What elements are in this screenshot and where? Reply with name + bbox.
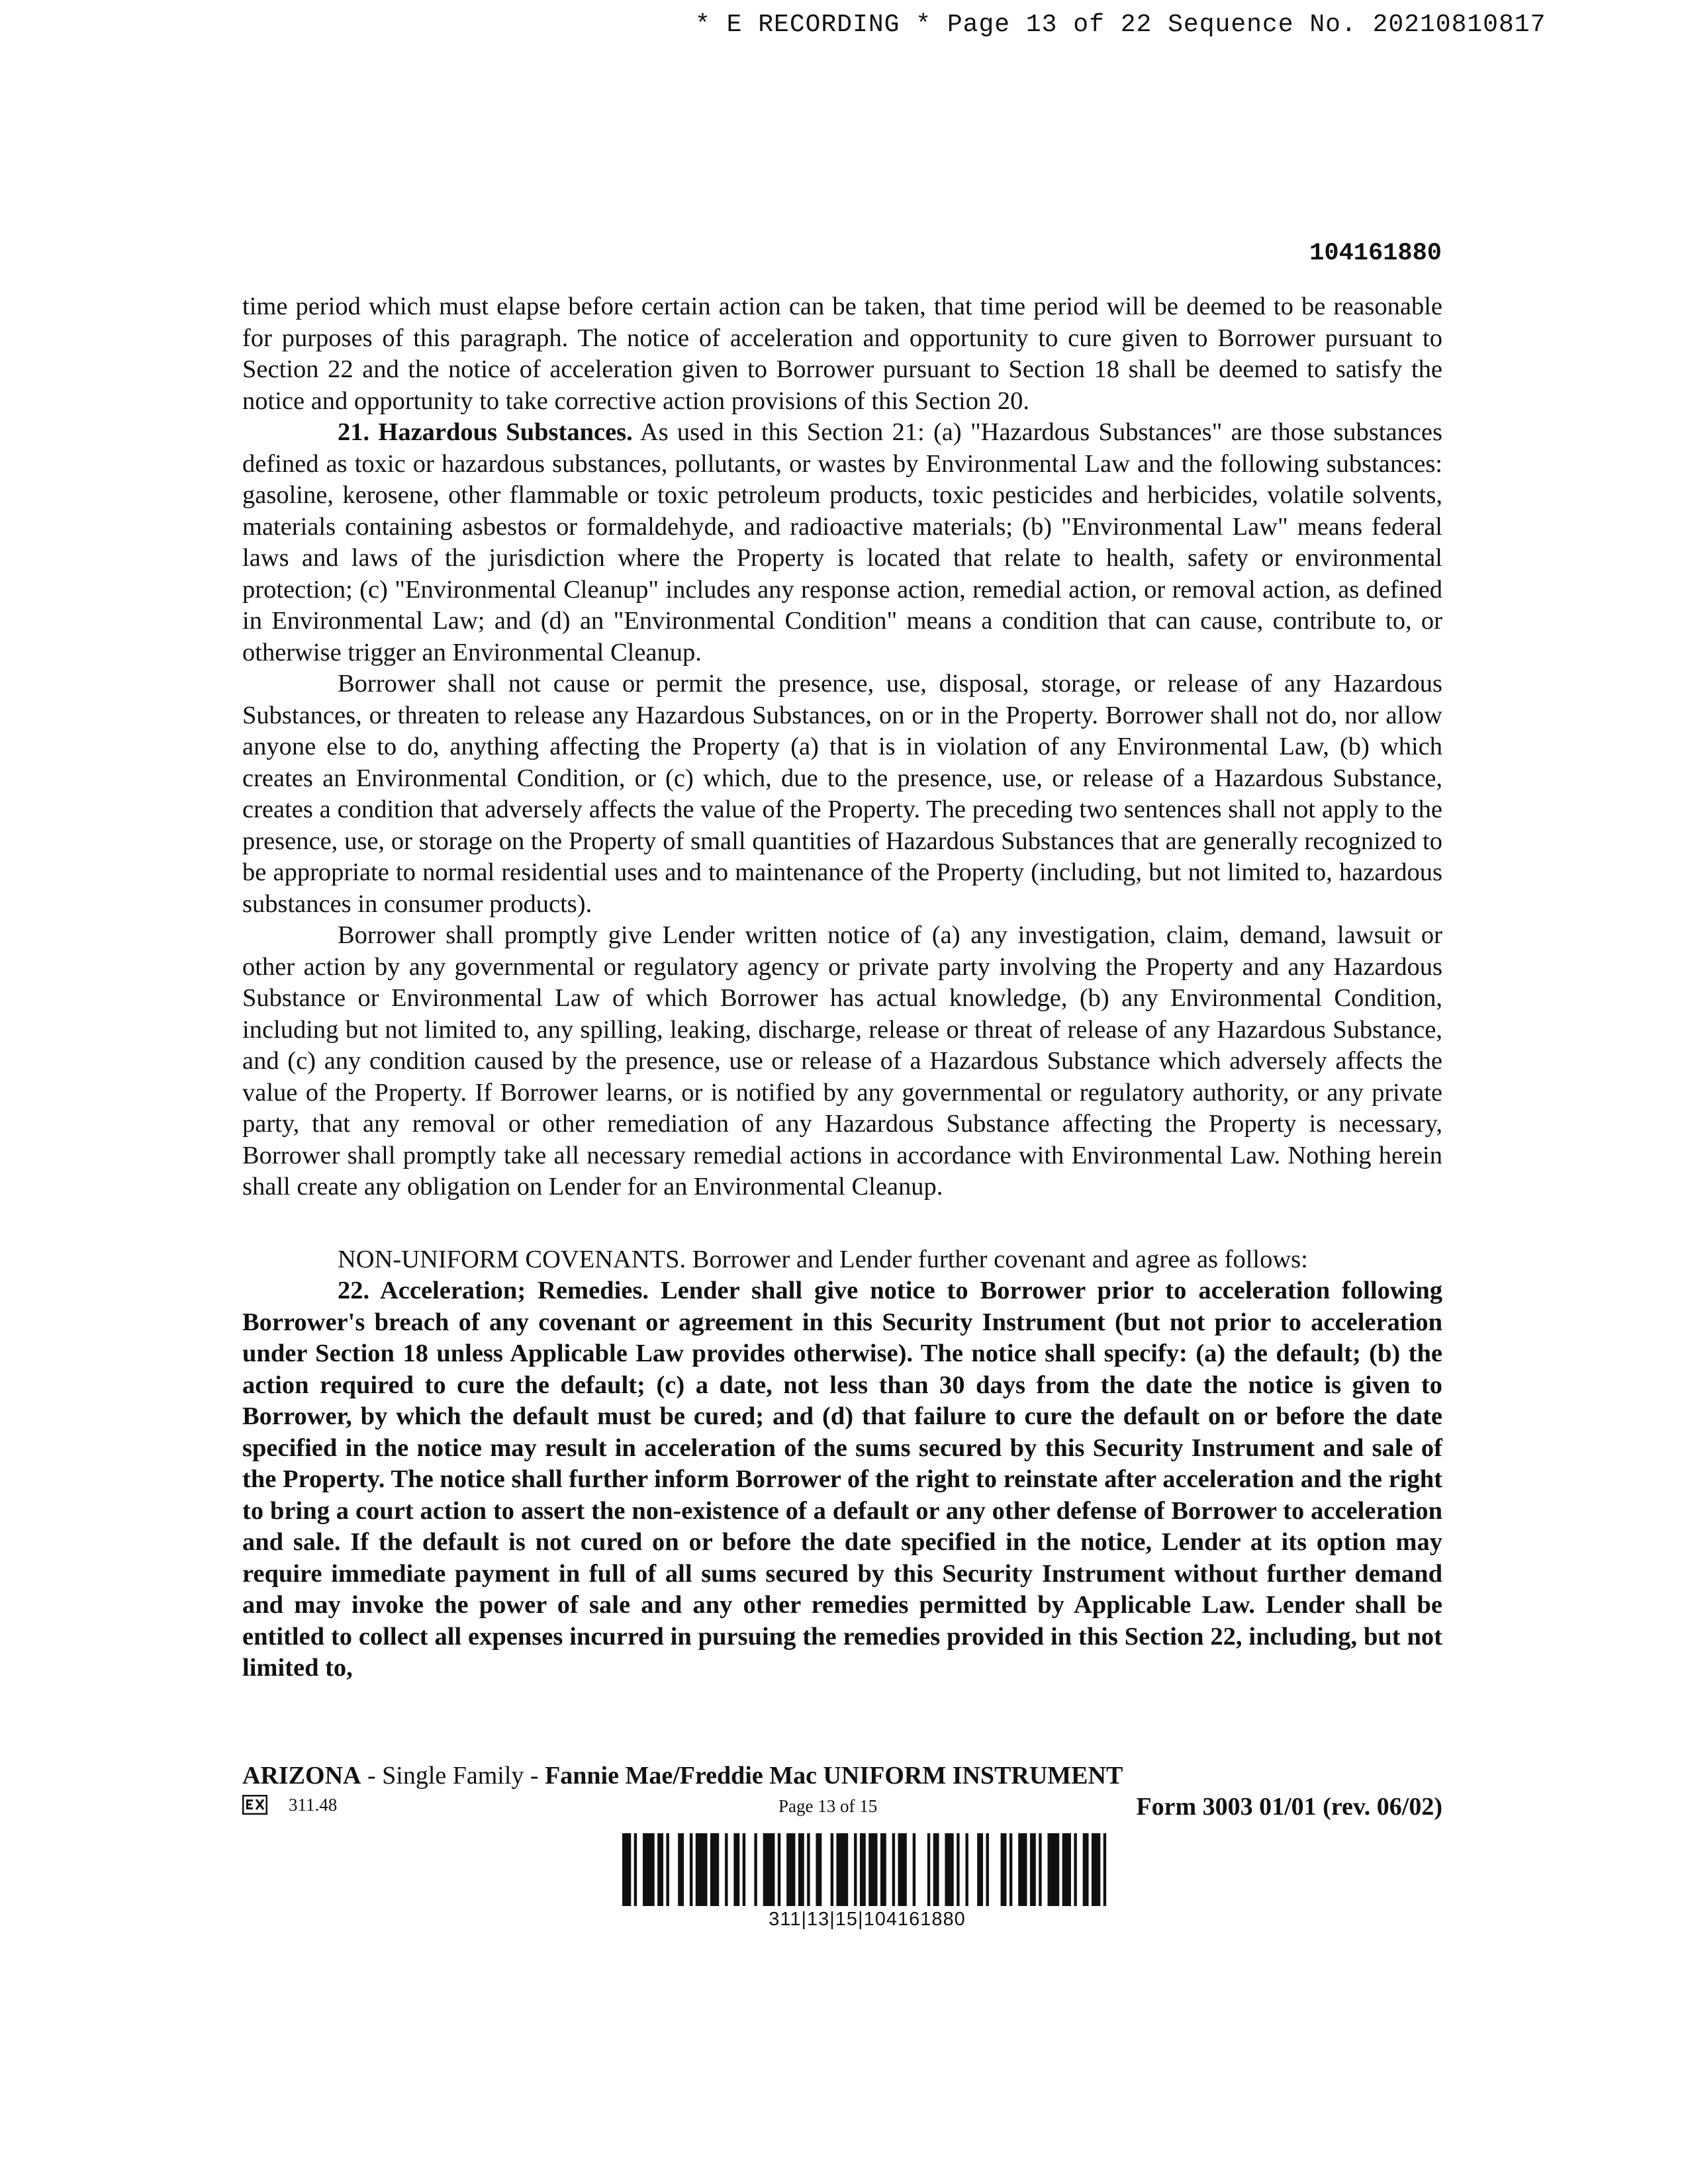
barcode-bar: [860, 1833, 866, 1906]
barcode-bar: [778, 1833, 780, 1906]
barcode-bar: [986, 1833, 988, 1906]
barcode-bar: [696, 1833, 708, 1906]
barcode-bar: [892, 1833, 895, 1906]
barcode-bar: [868, 1833, 877, 1906]
barcode-bar: [977, 1833, 983, 1906]
footer-description: - Single Family -: [361, 1762, 545, 1790]
section-22-paragraph: 22. Acceleration; Remedies. Lender shall give notice to Borrower prior to acceleration following Borrower's breach of any covenant or agreement in this Security Instrument (but not prior to acceleration under Section 18 unless Applicable Law provides otherwise). The notice shall specify: (a) the default; (b) the action required to cure the default; (c) a date, not less than 30 days from the date the notice is given to Borrower, by which the default must be cured; and (d) that failure to cure the default on or before the date specified in the notice may result in acceleration of the sums secured by this Security Instrument and sale of the Property. The notice shall further inform Borrower of the right to reinstate after acceleration and the right to bring a court action to assert the non-existence of a default or any other defense of Borrower to acceleration and sale. If the default is not cured on or before the date specified in the notice, Lender at its option may require immediate payment in full of all sums secured by this Security Instrument without further demand and may invoke the power of sale and any other remedies permitted by Applicable Law. Lender shall be entitled to collect all expenses incurred in pursuing the remedies provided in this Section 22, including, but not limited to,: [242, 1277, 1442, 1682]
recording-stamp: * E RECORDING * Page 13 of 22 Sequence No. 20210810817: [695, 11, 1546, 39]
barcode-bar: [807, 1833, 810, 1906]
barcode-bar: [1018, 1833, 1027, 1906]
footer-title: [242, 1760, 1442, 1791]
barcode-bar: [1039, 1833, 1041, 1906]
barcode-image: [622, 1833, 1112, 1906]
section-21-text: As used in this Section 21: (a) "Hazardous Substances" are those substances defined as toxic or hazardous substances, pollutants, or wastes by Environmental Law and the following substances: gasoline, kerosene, other flammable or toxic petroleum products, toxic pesticides and herbicides, volatile solvents, materials containing asbestos or formaldehyde, and radioactive materials; (b) "Environmental Law" means federal laws and laws of the jurisdiction where the Property is located that relate to health, safety or environmental protection; (c) "Environmental Cleanup" includes any response action, remedial action, or removal action, as defined in Environmental Law; and (d) an "Environmental Condition" means a condition that can cause, contribute to, or otherwise trigger an Environmental Cleanup.: [242, 418, 1442, 666]
barcode-bar: [816, 1833, 821, 1906]
section-21-paragraph-3: Borrower shall promptly give Lender written notice of (a) any investigation, claim, demand, lawsuit or other action by any governmental or regulatory agency or private party involving the Property and any Hazardous Substance or Environmental Law of which Borrower has actual knowledge, (b) any Environmental Condition, including but not limited to, any spilling, leaking, discharge, release or threat of release of any Hazardous Substance, and (c) any condition caused by the presence, use or release of a Hazardous Substance which adversely affects the value of the Property. If Borrower learns, or is notified by any governmental or regulatory authority, or any private party, that any removal or other remediation of any Hazardous Substance affecting the Property is necessary, Borrower shall promptly take all necessary remedial actions in accordance with Environmental Law. Nothing herein shall create any obligation on Lender for an Environmental Cleanup.: [242, 921, 1442, 1201]
barcode-bar: [945, 1833, 953, 1906]
document-body: [242, 291, 1442, 1684]
section-21-paragraph-2: Borrower shall not cause or permit the presence, use, disposal, storage, or release of any Hazardous Substances, or threaten to release any Hazardous Substances, on or in the Property. Borrower shall not do, nor allow anyone else to do, anything affecting the Property (a) that is in violation of any Environmental Law, (b) which creates an Environmental Condition, or (c) which, due to the presence, use, or release of a Hazardous Substance, creates a condition that adversely affects the value of the Property. The preceding two sentences shall not apply to the presence, use, or storage on the Property of small quantities of Hazardous Substances that are generally recognized to be appropriate to normal residential uses and to maintenance of the Property (including, but not limited to, hazardous substances in consumer products).: [242, 670, 1442, 918]
footer-state: ARIZONA: [242, 1762, 361, 1790]
barcode-bar: [831, 1833, 833, 1906]
footer-uniform-instrument: Fannie Mae/Freddie Mac UNIFORM INSTRUMENT: [545, 1762, 1123, 1790]
barcode-bar: [634, 1833, 637, 1906]
barcode-bar: [965, 1833, 968, 1906]
barcode-bar: [1074, 1833, 1076, 1906]
barcode-bar: [898, 1833, 907, 1906]
footer-page-number: Page 13 of 15: [778, 1796, 878, 1816]
barcode-block: [622, 1833, 1112, 1931]
barcode-bar: [836, 1833, 848, 1906]
barcode-bar: [1009, 1833, 1012, 1906]
paragraph-continuation: time period which must elapse before certain action can be taken, that time period will be deemed to be reasonable for purposes of this paragraph. The notice of acceleration and opportunity to cure given to Borrower pursuant to Section 22 and the notice of acceleration given to Borrower pursuant to Section 18 shall be deemed to satisfy the notice and opportunity to take corrective action provisions of this Section 20.: [242, 293, 1442, 415]
barcode-bar: [754, 1833, 757, 1906]
barcode-bar: [725, 1833, 727, 1906]
barcode-bar: [690, 1833, 692, 1906]
barcode-bar: [657, 1833, 663, 1906]
barcode-bar: [643, 1833, 655, 1906]
barcode-bar: [957, 1833, 959, 1906]
section-21-heading: 21. Hazardous Substances.: [338, 418, 633, 446]
barcode-bar: [1083, 1833, 1089, 1906]
footer-meta: [242, 1792, 1442, 1823]
barcode-text: 311|13|15|104161880: [769, 1909, 966, 1930]
barcode-bar: [854, 1833, 857, 1906]
loan-number: 104161880: [1309, 240, 1442, 267]
barcode-bar: [1062, 1833, 1071, 1906]
non-uniform-covenants-intro: NON-UNIFORM COVENANTS. Borrower and Lender further covenant and agree as follows:: [338, 1245, 1308, 1273]
barcode-bar: [1030, 1833, 1036, 1906]
barcode-bar: [913, 1833, 915, 1906]
barcode-bar: [622, 1833, 631, 1906]
barcode-bar: [666, 1833, 669, 1906]
footer-form-code: 311.48: [289, 1795, 338, 1815]
section-21-paragraph: [242, 417, 1442, 668]
barcode-bar: [786, 1833, 795, 1906]
barcode-bar: [1092, 1833, 1100, 1906]
footer-form-number: Form 3003 01/01 (rev. 06/02): [1136, 1793, 1442, 1821]
barcode-bar: [1048, 1833, 1060, 1906]
ellie-mae-logo-icon: [242, 1795, 267, 1815]
barcode-bar: [733, 1833, 739, 1906]
barcode-bar: [798, 1833, 804, 1906]
barcode-bar: [763, 1833, 775, 1906]
page-footer: [242, 1760, 1442, 1823]
barcode-bar: [710, 1833, 719, 1906]
barcode-bar: [1103, 1833, 1106, 1906]
barcode-bar: [927, 1833, 930, 1906]
barcode-bar: [880, 1833, 886, 1906]
barcode-bar: [933, 1833, 939, 1906]
barcode-bar: [678, 1833, 684, 1906]
barcode-bar: [743, 1833, 745, 1906]
barcode-bar: [1001, 1833, 1007, 1906]
